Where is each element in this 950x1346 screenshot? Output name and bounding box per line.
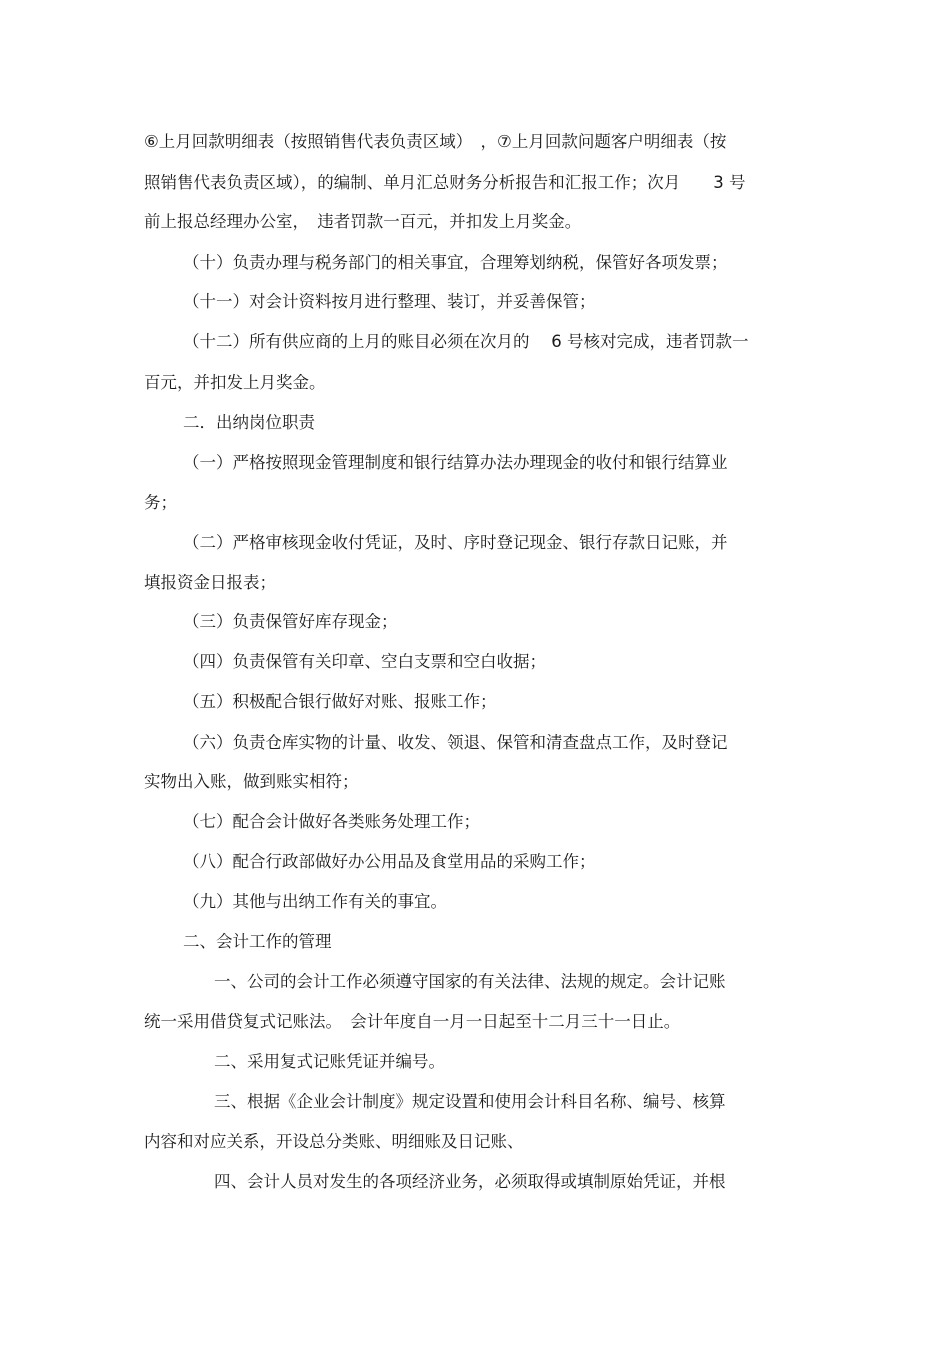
section-heading: 二．出纳岗位职责 — [183, 413, 315, 432]
text-line: （七）配合会计做好各类账务处理工作； — [183, 812, 480, 831]
text-line: （十）负责办理与税务部门的相关事宜，合理筹划纳税，保管好各项发票； — [183, 253, 728, 272]
text-line: （六）负责仓库实物的计量、收发、领退、保管和清查盘点工作，及时登记 — [183, 733, 728, 752]
text-line: （二）严格审核现金收付凭证，及时、序时登记现金、银行存款日记账，并 — [183, 533, 728, 552]
text-line: （八）配合行政部做好办公用品及食堂用品的采购工作； — [183, 852, 596, 871]
text-line: 三、根据《企业会计制度》规定设置和使用会计科目名称、编号、核算 — [214, 1092, 726, 1111]
text-line: 务； — [144, 493, 177, 512]
text-line: （三）负责保管好库存现金； — [183, 612, 398, 631]
text-line: 实物出入账，做到账实相符； — [144, 772, 359, 791]
section-heading: 二、会计工作的管理 — [183, 932, 332, 951]
text-line: （十一）对会计资料按月进行整理、装订，并妥善保管； — [183, 292, 596, 311]
text-line: 四、会计人员对发生的各项经济业务，必须取得或填制原始凭证，并根 — [214, 1172, 726, 1191]
text-line: 百元，并扣发上月奖金。 — [144, 373, 326, 392]
text-line: 内容和对应关系，开设总分类账、明细账及日记账、 — [144, 1132, 524, 1151]
text-line: 照销售代表负责区域），的编制、单月汇总财务分析报告和汇报工作；次月 3 号 — [144, 173, 746, 192]
text-line: （五）积极配合银行做好对账、报账工作； — [183, 692, 497, 711]
text-line: （九）其他与出纳工作有关的事宜。 — [183, 892, 447, 911]
text-line: 前上报总经理办公室， 违者罚款一百元，并扣发上月奖金。 — [144, 212, 582, 231]
text-line: 统一采用借贷复式记账法。 会计年度自一月一日起至十二月三十一日止。 — [144, 1012, 681, 1031]
text-line: （十二）所有供应商的上月的账目必须在次月的 6 号核对完成，违者罚款一 — [183, 332, 749, 351]
text-line: 一、公司的会计工作必须遵守国家的有关法律、法规的规定。会计记账 — [214, 972, 726, 991]
text-line: （一）严格按照现金管理制度和银行结算办法办理现金的收付和银行结算业 — [183, 453, 728, 472]
text-line: 二、采用复式记账凭证并编号。 — [214, 1052, 445, 1071]
text-line: （四）负责保管有关印章、空白支票和空白收据； — [183, 652, 546, 671]
text-line: ⑥上月回款明细表（按照销售代表负责区域） ，⑦上月回款问题客户明细表（按 — [144, 132, 727, 151]
text-line: 填报资金日报表； — [144, 573, 276, 592]
